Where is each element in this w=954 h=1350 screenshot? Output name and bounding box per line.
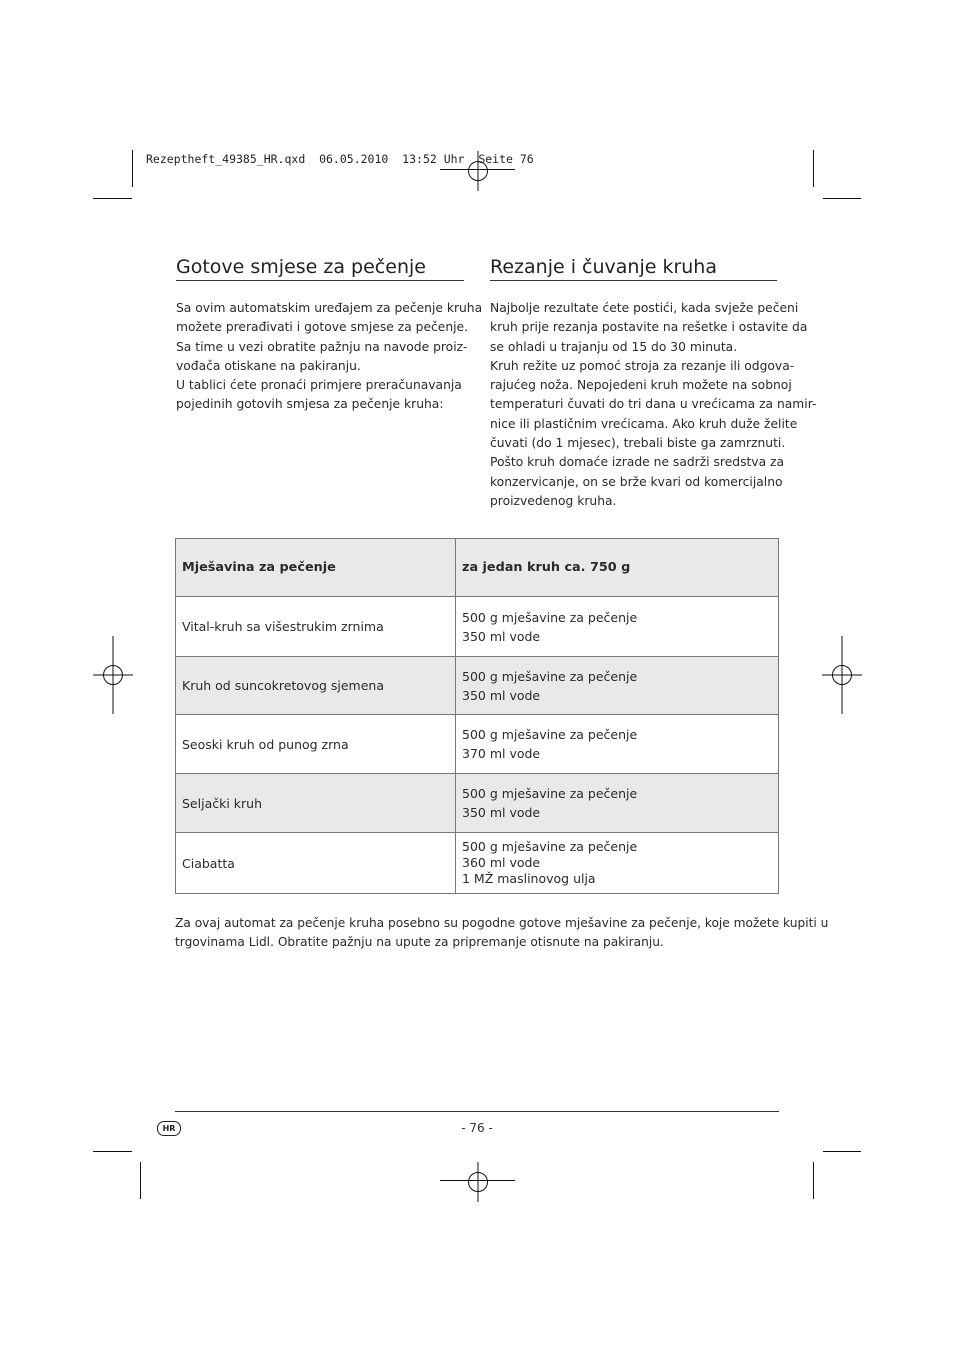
crop-mark <box>140 1162 141 1199</box>
section-title-premixes: Gotove smjese za pečenje <box>176 256 464 281</box>
amount-line: 500 g mješavine za pečenje <box>462 839 638 854</box>
registration-mark <box>458 1162 498 1202</box>
table-row <box>176 657 779 715</box>
table-header-row <box>176 539 779 597</box>
registration-mark <box>93 636 133 714</box>
text-line: se ohladi u trajanju od 15 do 30 minuta. <box>490 339 738 354</box>
text-line: temperaturi čuvati do tri dana u vrećicama za namir- <box>490 397 817 412</box>
amount-line: 500 g mješavine za pečenje <box>462 786 638 801</box>
language-badge: HR <box>157 1121 181 1136</box>
premixes-paragraph <box>176 299 482 415</box>
table-row <box>176 833 779 894</box>
crop-mark <box>823 1151 861 1152</box>
text-line: proizvedenog kruha. <box>490 493 617 508</box>
text-line: Za ovaj automat za pečenje kruha posebno su pogodne gotove mješavine za pečenje, koje možete kupiti u <box>175 916 829 930</box>
text-line: nice ili plastičnim vrećicama. Ako kruh duže želite <box>490 416 798 431</box>
column-header-mix: Mješavina za pečenje <box>176 539 456 597</box>
table-row <box>176 774 779 833</box>
amount-line: 350 ml vode <box>462 805 541 820</box>
text-line: U tablici ćete pronaći primjere preračunavanja <box>176 378 462 393</box>
section-title-slicing-storage: Rezanje i čuvanje kruha <box>490 256 777 281</box>
amount-cell <box>456 657 779 715</box>
amount-line: 500 g mješavine za pečenje <box>462 727 638 742</box>
text-line: konzervicanje, on se brže kvari od komercijalno <box>490 474 783 489</box>
text-line: možete prerađivati i gotove smjese za pečenje. <box>176 320 469 335</box>
text-line: Kruh režite uz pomoć stroja za rezanje ili odgova- <box>490 358 795 373</box>
crop-mark <box>132 150 133 187</box>
text-line: pojedinih gotovih smjesa za pečenje kruha: <box>176 397 444 412</box>
registration-mark <box>822 636 862 714</box>
mix-name-cell: Seljački kruh <box>176 774 456 833</box>
text-line: trgovinama Lidl. Obratite pažnju na upute za pripremanje otisnute na pakiranju. <box>175 935 664 950</box>
amount-cell <box>456 774 779 833</box>
mix-name-cell: Seoski kruh od punog zrna <box>176 715 456 774</box>
amount-line: 1 MŽ maslinovog ulja <box>462 871 596 886</box>
premix-table <box>175 538 779 894</box>
slicing-storage-paragraph <box>490 299 816 511</box>
text-line: kruh prije rezanja postavite na rešetke i ostavite da <box>490 320 808 335</box>
amount-line: 500 g mješavine za pečenje <box>462 609 638 625</box>
text-line: Najbolje rezultate ćete postići, kada svježe pečeni <box>490 301 799 315</box>
table-row <box>176 597 779 657</box>
mix-name-cell: Kruh od suncokretovog sjemena <box>176 657 456 715</box>
amount-line: 350 ml vode <box>462 687 541 703</box>
amount-line: 370 ml vode <box>462 746 541 761</box>
crop-mark <box>823 198 861 199</box>
lidl-footnote <box>175 914 828 953</box>
amount-line: 500 g mješavine za pečenje <box>462 668 638 684</box>
page-number: - 76 - <box>461 1121 493 1135</box>
amount-cell <box>456 597 779 657</box>
mix-name-cell: Vital-kruh sa višestrukim zrnima <box>176 597 456 657</box>
table-row <box>176 715 779 774</box>
text-line: Sa ovim automatskim uređajem za pečenje kruha <box>176 301 483 315</box>
text-line: vođača otiskane na pakiranju. <box>176 358 361 373</box>
amount-cell <box>456 715 779 774</box>
crop-mark <box>93 1151 132 1152</box>
text-line: Sa time u vezi obratite pažnju na navode proiz- <box>176 339 468 354</box>
footer-rule <box>175 1111 779 1112</box>
crop-mark <box>813 1162 814 1199</box>
amount-line: 350 ml vode <box>462 628 541 644</box>
crop-mark <box>813 150 814 187</box>
crop-mark <box>93 198 132 199</box>
amount-cell <box>456 833 779 894</box>
text-line: čuvati (do 1 mjesec), trebali biste ga zamrznuti. <box>490 436 786 451</box>
printer-slug: Rezeptheft_49385_HR.qxd 06.05.2010 13:52 Uhr Seite 76 <box>146 152 534 166</box>
amount-line: 360 ml vode <box>462 855 541 870</box>
text-line: Pošto kruh domaće izrade ne sadrži sredstva za <box>490 455 785 470</box>
text-line: rajućeg noža. Nepojedeni kruh možete na sobnoj <box>490 378 792 393</box>
mix-name-cell: Ciabatta <box>176 833 456 894</box>
column-header-quantity: za jedan kruh ca. 750 g <box>456 539 779 597</box>
